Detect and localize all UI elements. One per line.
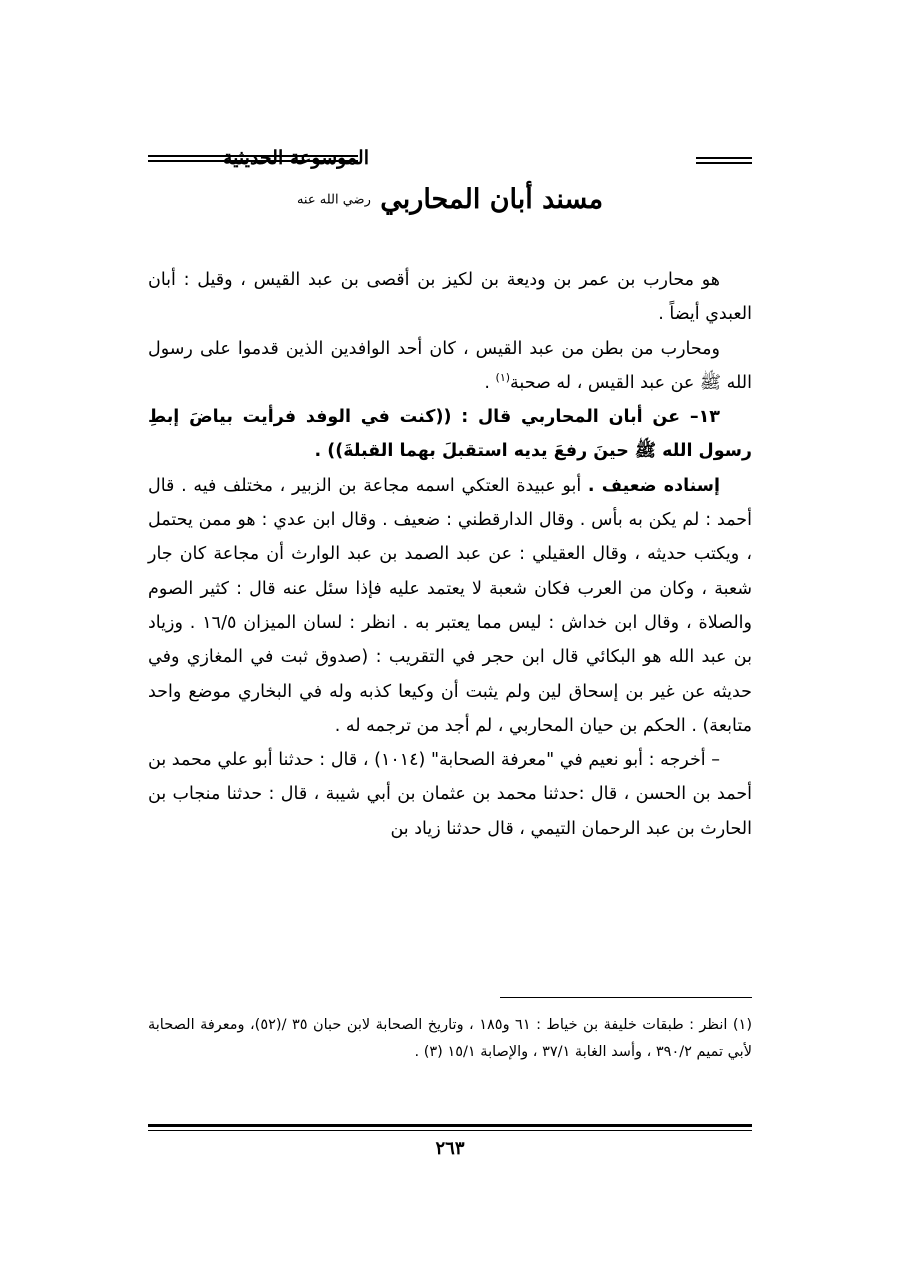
running-title: الموسوعة الحديثية [223,147,369,169]
section-title [148,180,752,221]
footnote-ref-1[interactable]: (١) [495,371,511,385]
paragraph-companion [148,332,752,401]
footer-rule [148,1124,752,1131]
hadith-text: ١٣– عن أبان المحاربي قال : ((كنت في الوفد فرأيت بياضَ إبطِ رسول الله ﷺ حينَ رفعَ يديه استقبلَ بهما القبلةَ)) . [148,407,752,462]
paragraph-companion-end: . [484,372,496,393]
isnad-label: إسناده ضعيف . [587,475,721,496]
isnad-text: أبو عبيدة العتكي اسمه مجاعة بن الزبير ، مختلف فيه . قال أحمد : لم يكن به بأس . وقال الدارقطني : ضعيف . وقال ابن عدي : هو ممن يحتمل ، ويكتب حديثه ، وقال العقيلي : عن عبد الصمد بن عبد الوارث أن مجاعة كان جار شعبة ، وكان من العرب فكان شعبة لا يعتمد عليه فإذا سئل عنه قال : كثير الصوم والصلاة ، وقال ابن خداش : ليس مما يعتبر به . انظر : لسان الميزان ١٦/٥ . وزياد بن عبد الله هو البكائي قال ابن حجر في التقريب : (صدوق ثبت في المغازي وفي حديثه عن غير بن إسحاق لين ولم يثبت أن وكيعا كذبه وله في البخاري موضع واحد متابعة) . الحكم بن حيان المحاربي ، لم أجد من ترجمه له . [148,475,752,736]
paragraph-isnad [148,469,752,743]
page-number: ٢٦٣ [435,1138,465,1159]
paragraph-companion-text: ومحارب من بطن من عبد القيس ، كان أحد الوافدين الذين قدموا على رسول الله ﷺ عن عبد القيس ، له صحبة [148,338,752,393]
section-title-text: مسند أبان المحاربي [380,184,604,215]
running-header [148,140,752,180]
body-text [148,263,752,846]
paragraph-lineage: هو محارب بن عمر بن وديعة بن لكيز بن أقصى بن عبد القيس ، وقيل : أبان العبدي أيضاً . [148,270,752,325]
footnote-separator [500,997,752,998]
header-rule-short [696,157,752,164]
footnotes [148,1012,752,1066]
honorific-text: رضي الله عنه [296,192,371,208]
footnote-1: (١) انظر : طبقات خليفة بن خياط : ٦١ و١٨٥ ، وتاريخ الصحابة لابن حبان ٣٥ /(٥٢)، ومعرفة الصحابة لأبي تميم ٣٩٠/٢ ، وأسد الغابة ٣٧/١ ، والإصابة ١٥/١ (٣) . [148,1017,752,1060]
paragraph-takhrij: – أخرجه : أبو نعيم في "معرفة الصحابة" (١٠١٤) ، قال : حدثنا أبو علي محمد بن أحمد بن الحسن ، قال :حدثنا محمد بن عثمان بن أبي شيبة ، قال : حدثنا منجاب بن الحارث بن عبد الرحمان التيمي ، قال حدثنا زياد بن [148,750,752,839]
